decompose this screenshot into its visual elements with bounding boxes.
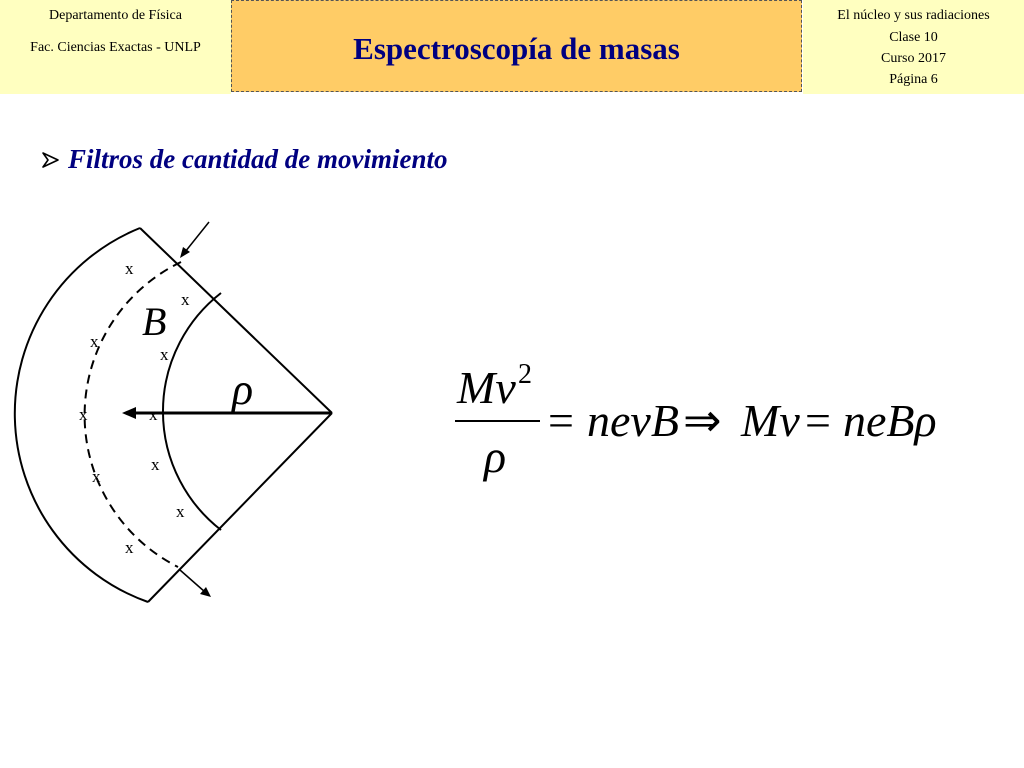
faculty-label: Fac. Ciencias Exactas - UNLP [30,40,201,55]
equation-lhs2: Mv [741,395,800,446]
field-marker: x [79,405,88,424]
radius-arrowhead-icon [122,407,136,419]
equation [455,359,937,482]
field-marker: x [125,259,134,278]
department-label: Departamento de Física [49,8,182,23]
year-label: Curso 2017 [881,51,946,66]
equation-numerator: Mv [457,362,516,413]
incoming-beam-line [185,222,209,252]
equals-sign: = [805,395,831,446]
field-marker: x [149,405,158,424]
slide-title: Espectroscopía de masas [353,31,680,66]
field-label: B [142,299,167,344]
field-marker: x [181,290,190,309]
equation-rhs1: nevB [587,395,679,446]
field-marker: x [160,345,169,364]
bullet-text: Filtros de cantidad de movimiento [68,144,448,174]
outgoing-beam-line [180,570,205,592]
implies-sign: ⇒ [683,395,722,446]
equation-rhs2: neBρ [843,395,937,446]
page-label: Página 6 [889,72,938,87]
field-marker: x [176,502,185,521]
field-marker: x [92,467,101,486]
equation-exponent: 2 [518,359,532,390]
class-label: Clase 10 [889,30,938,45]
field-marker: x [125,538,134,557]
course-name-label: El núcleo y sus radiaciones [837,8,990,23]
equation-denominator: ρ [484,431,507,482]
field-marker: x [151,455,160,474]
equals-sign: = [548,395,574,446]
radius-label: ρ [232,365,254,414]
field-marker: x [90,332,99,351]
